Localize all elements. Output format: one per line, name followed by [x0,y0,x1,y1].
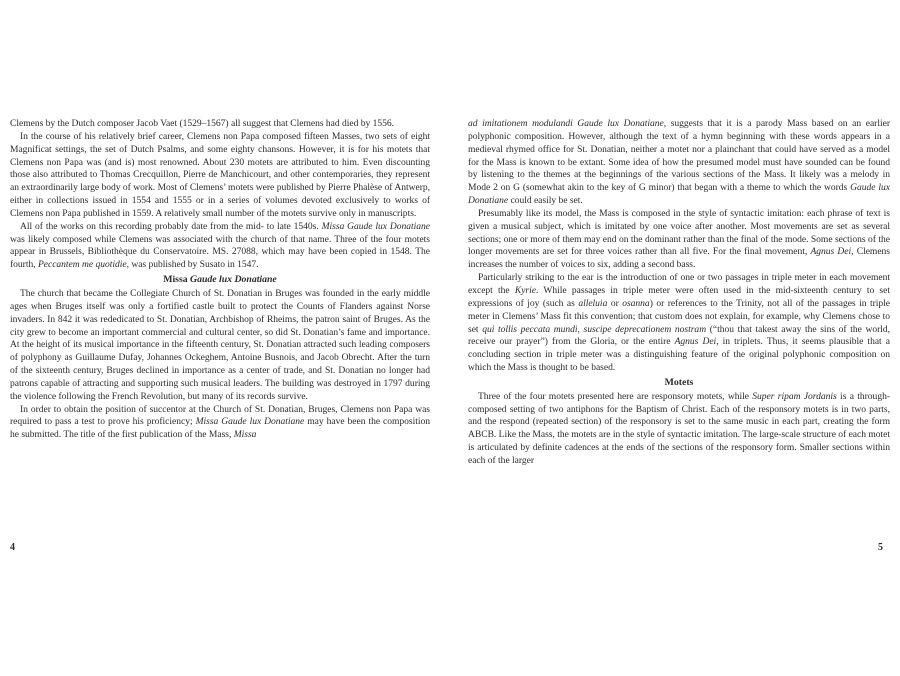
paragraph: Clemens by the Dutch composer Jacob Vaet (1529–1567) all suggest that Clemens had died by 1556. [10,118,394,129]
section-heading: Motets [664,376,694,388]
paragraph: ad imitationem modulandi Gaude lux Donatiane, suggests that it is a parody Mass based on an earlier polyphonic composition. However, although the text of a hymn beginning with these words appears in a medieval rhymed office for St. Donatian, neither a motet nor a plainchant that could have served as a model for the Mass is known to be extant. Some idea of how the presumed model must have sounded can be found by listening to the themes at the beginnings of the various sections of the Mass. It likely was a melody in Mode 2 on G (somewhat akin to the key of G minor) that began with a theme to which the words Gaude lux Donatiane could easily be set. [468,118,891,207]
page-number: 5 [878,542,883,553]
paragraph: In the course of his relatively brief career, Clemens non Papa composed fifteen Masses, two sets of eight Magnificat settings, the set of Dutch Psalms, and some eighty chansons. However, it is for his motets that Clemens non Papa was (and is) most renowned. About 230 motets are attributed to him. Even discounting those also attributed to Thomas Crecquillon, Pierre de Manchicourt, and other contemporaries, they represent an extraordinarily large body of work. Most of Clemens’ motets were published by Pierre Phalèse of Antwerp, either in collections issued in 1554 and 1555 or in a series of volumes devoted exclusively to works of Clemens non Papa published in 1559. A relatively small number of the motets survive only in manuscripts. [10,130,430,219]
paragraph: Particularly striking to the ear is the introduction of one or two passages in triple meter in each movement except the Kyrie. While passages in triple meter were often used in the mid-sixteenth century to set expressions of joy (such as alleluia or osanna) or references to the Trinity, not all of the passages in triple meter in Clemens’ Mass fit this convention; that custom does not explain, for example, why Clemens chose to set qui tollis peccata mundi, suscipe deprecationem nostram (“thou that takest away the sins of the world, receive our prayer”) from the Gloria, or the entire Agnus Dei, in triplets. Thus, it seems plausible that a concluding section in triple meter was a distinguishing feature of the original polyphonic composition on which the Mass is thought to be based. [468,272,891,374]
right-page-text [468,118,890,468]
paragraph: Three of the four motets presented here are responsory motets, while Super ripam Jordanis is a through-composed setting of two antiphons for the Baptism of Christ. Each of the responsory motets is in two parts, and the respond (repeated section) of the responsory is set to the same music in each part, creating the form ABCB. Like the Mass, the motets are in the style of syntactic imitation. The large-scale structure of each motet is articulated by definite cadences at the ends of the sections of the responsory form. Smaller sections within each of the larger [468,390,890,466]
paragraph: The church that became the Collegiate Church of St. Donatian in Bruges was founded in the early middle ages when Bruges itself was only a fortified castle built to protect the Counts of Flanders against Norse invaders. In 842 it was rededicated to St. Donatian, Archbishop of Rheims, the patron saint of Bruges. As the city grew to become an important commercial and cultural center, so did St. Donatian’s fame and importance. At the height of its musical importance in the fifteenth century, St. Donatian attracted such leading composers of polyphony as Guillaume Dufay, Johannes Ockeghem, Antoine Busnois, and Jacob Obrecht. After the turn of the sixteenth century, Bruges declined in importance as a center of trade, and St. Donatian no longer had patrons capable of attracting and supporting such musical leaders. The building was destroyed in 1797 during the violence following the French Revolution, but many of its records survive. [10,287,430,402]
paragraph: All of the works on this recording probably date from the mid- to late 1540s. Missa Gaude lux Donatiane was likely composed while Clemens was associated with the church of that name. Three of the four motets appear in Brussels, Bibliothèque du Conservatoire. MS. 27088, which may have been copied in 1548. The fourth, Peccantem me quotidie, was published by Susato in 1547. [10,220,431,271]
left-page-text [10,118,430,442]
paragraph: In order to obtain the position of succentor at the Church of St. Donatian, Bruges, Clemens non Papa was required to pass a test to prove his proficiency; Missa Gaude lux Donatiane may have been the composition he submitted. The title of the first publication of the Mass, Missa [10,403,431,441]
section-heading: Missa Gaude lux Donatiane [163,274,277,286]
page-number: 4 [10,542,15,553]
paragraph: Presumably like its model, the Mass is composed in the style of syntactic imitation: each phrase of text is given a musical subject, which is imitated by one voice after another. Most movements are set as several sections; one or more of them may end on the dominant rather than the final of the mode. Some sections of the longer movements are set for three voices rather than all five. For the final movement, Agnus Dei, Clemens increases the number of voices to six, adding a second bass. [468,207,890,271]
